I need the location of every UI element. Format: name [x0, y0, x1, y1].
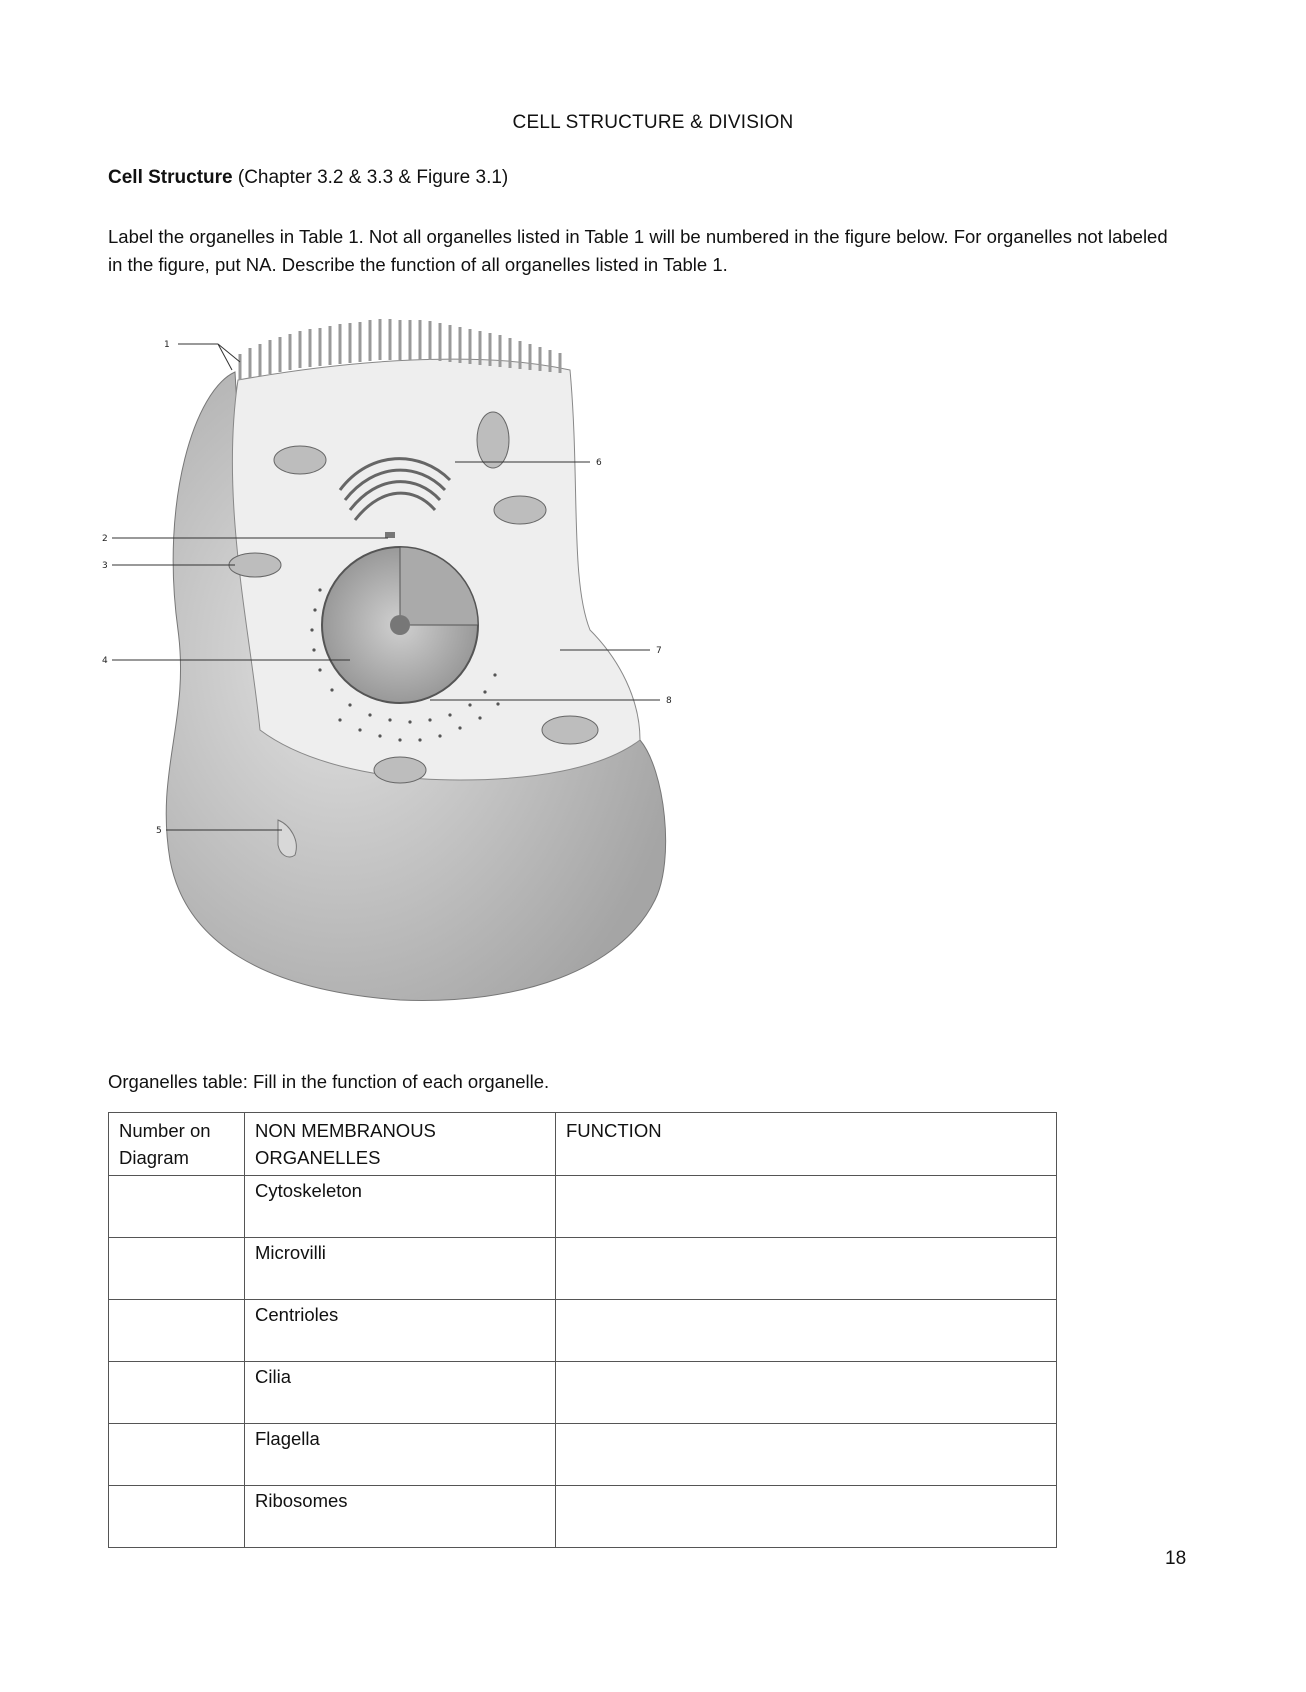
table-caption: Organelles table: Fill in the function of each organelle.: [108, 1071, 550, 1092]
organelle-cell: Ribosomes: [245, 1486, 556, 1548]
section-reference: (Chapter 3.2 & 3.3 & Figure 3.1): [237, 167, 509, 188]
function-cell[interactable]: [556, 1424, 1057, 1486]
centriole: [385, 532, 395, 538]
number-cell[interactable]: [109, 1238, 245, 1300]
section-heading: [108, 167, 508, 189]
cell-diagram: [100, 300, 740, 1020]
function-cell[interactable]: [556, 1486, 1057, 1548]
header-function: FUNCTION: [556, 1113, 1057, 1176]
table-row: [109, 1238, 1057, 1300]
organelle-cell: Flagella: [245, 1424, 556, 1486]
nucleolus: [390, 615, 410, 635]
figure-label-2: 2: [102, 534, 108, 544]
figure-label-6: 6: [596, 458, 602, 468]
figure-label-3: 3: [102, 561, 108, 571]
number-cell[interactable]: [109, 1176, 245, 1238]
organelle-cell: Centrioles: [245, 1300, 556, 1362]
figure-label-4: 4: [102, 656, 108, 666]
number-cell[interactable]: [109, 1486, 245, 1548]
organelle-cell: Microvilli: [245, 1238, 556, 1300]
number-cell[interactable]: [109, 1300, 245, 1362]
function-cell[interactable]: [556, 1176, 1057, 1238]
number-cell[interactable]: [109, 1362, 245, 1424]
table-row: [109, 1486, 1057, 1548]
function-cell[interactable]: [556, 1300, 1057, 1362]
figure-label-7: 7: [656, 646, 662, 656]
organelle-cell: Cytoskeleton: [245, 1176, 556, 1238]
organelle-cell: Cilia: [245, 1362, 556, 1424]
table-row: [109, 1424, 1057, 1486]
table-row: [109, 1362, 1057, 1424]
figure-label-1: 1: [164, 340, 170, 350]
header-number: Number on Diagram: [109, 1113, 245, 1176]
figure-label-8: 8: [666, 696, 672, 706]
table-header-row: [109, 1113, 1057, 1176]
figure-label-5: 5: [156, 826, 162, 836]
number-cell[interactable]: [109, 1424, 245, 1486]
instructions: Label the organelles in Table 1. Not all organelles listed in Table 1 will be numbered in the figure below. For organelles not labeled in the figure, put NA. Describe the function of all organelles listed in Table 1.: [108, 226, 1168, 275]
page-title: CELL STRUCTURE & DIVISION: [512, 112, 794, 133]
section-title: Cell Structure: [108, 167, 233, 188]
organelles-table: [108, 1112, 1057, 1548]
table-row: [109, 1300, 1057, 1362]
function-cell[interactable]: [556, 1238, 1057, 1300]
header-organelle: NON MEMBRANOUS ORGANELLES: [245, 1113, 556, 1176]
page-number: 18: [1165, 1548, 1187, 1569]
table-row: [109, 1176, 1057, 1238]
function-cell[interactable]: [556, 1362, 1057, 1424]
